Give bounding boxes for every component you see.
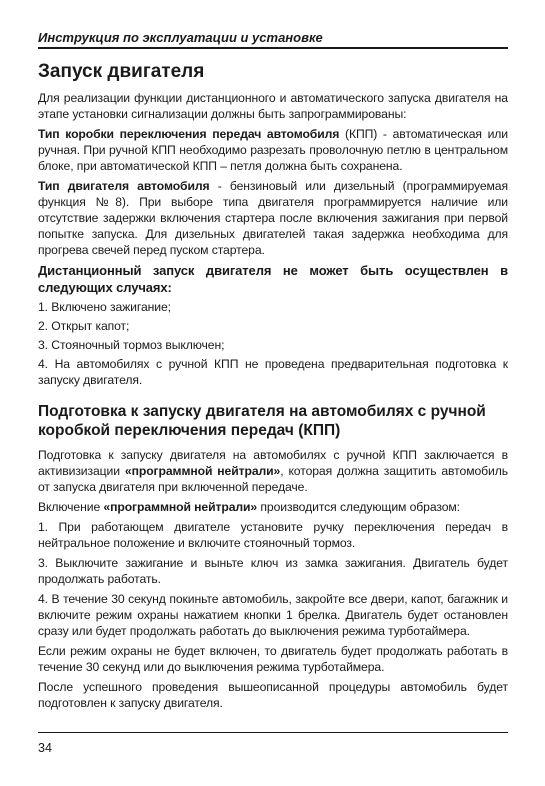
neutral-enable-text: Включение [38, 500, 104, 514]
gearbox-paragraph [38, 126, 508, 174]
neutral-enable-paragraph [38, 499, 508, 515]
section-title-engine-start: Запуск двигателя [38, 61, 205, 82]
section-title-manual-prep: Подготовка к запуску двигателя на автомобилях с ручной коробкой переключения передач (КПП) [38, 403, 486, 439]
list-item-case-4: 4. На автомобилях с ручной КПП не проведена предварительная подготовка к запуску двигателя. [38, 357, 508, 387]
gearbox-text: (КПП) - автоматическая или ручная. При ручной КПП необходимо разрезать проволочную петлю в центральном блоке, при автоматической КПП – петля должна быть сохранена. [38, 127, 508, 173]
header-rule [38, 47, 508, 49]
engine-type-text: - бензиновый или дизельный (программируемая функция №8). При выборе типа двигателя программируется наличие или отсутствие задержки включения стартера после включения зажигания при первой попытке запуска. Для дизельных двигателей такая задержка необходима для прогрева свечей перед пуском стартера. [38, 179, 508, 257]
neutral-intro-text-end: , которая должна защитить автомобиль от запуска двигателя при включенной передаче. [38, 464, 508, 494]
neutral-intro-text: Подготовка к запуску двигателя на автомобилях с ручной КПП заключается в активизизации [38, 448, 508, 478]
no-guard-paragraph: Если режим охраны не будет включен, то двигатель будет продолжать работать в течение 30 секунд или до выключения режима турботаймера. [38, 644, 508, 674]
gearbox-term: Тип коробки переключения передач автомобиля [38, 127, 340, 141]
footer-rule [38, 732, 508, 733]
cannot-start-heading: Дистанционный запуск двигателя не может быть осуществлен в следующих случаях: [38, 263, 508, 295]
running-header: Инструкция по эксплуатации и установке [38, 30, 323, 45]
page-number: 34 [38, 741, 52, 755]
success-paragraph: После успешного проведения вышеописанной процедуры автомобиль будет подготовлен к запуску двигателя. [38, 680, 508, 710]
intro-paragraph: Для реализации функции дистанционного и автоматического запуска двигателя на этапе установки сигнализации должны быть запрограммированы: [38, 91, 508, 121]
program-neutral-term: «программной нейтрали» [124, 464, 281, 478]
list-item-case-2: 2. Открыт капот; [38, 319, 130, 333]
list-item-step-3: 3. Выключите зажигание и выньте ключ из замка зажигания. Двигатель будет продолжать работать. [38, 556, 508, 586]
neutral-intro-paragraph [38, 447, 508, 495]
list-item-case-1: 1. Включено зажигание; [38, 300, 171, 314]
engine-type-paragraph [38, 178, 508, 258]
page-content [38, 60, 508, 711]
list-item-case-3: 3. Стояночный тормоз выключен; [38, 338, 225, 352]
engine-type-term: Тип двигателя автомобиля [38, 179, 210, 193]
manual-page [38, 0, 508, 786]
list-item-step-4: 4. В течение 30 секунд покиньте автомобиль, закройте все двери, капот, багажник и включите режим охраны нажатием кнопки 1 брелка. Двигатель будет остановлен сразу или будет продолжать работать до выключения режима турботаймера. [38, 592, 508, 638]
list-item-step-1: 1. При работающем двигателе установите ручку переключения передач в нейтральное положение и включите стояночный тормоз. [38, 520, 508, 550]
neutral-enable-text-end: производится следующим образом: [257, 500, 460, 514]
program-neutral-term-2: «программной нейтрали» [103, 500, 258, 514]
